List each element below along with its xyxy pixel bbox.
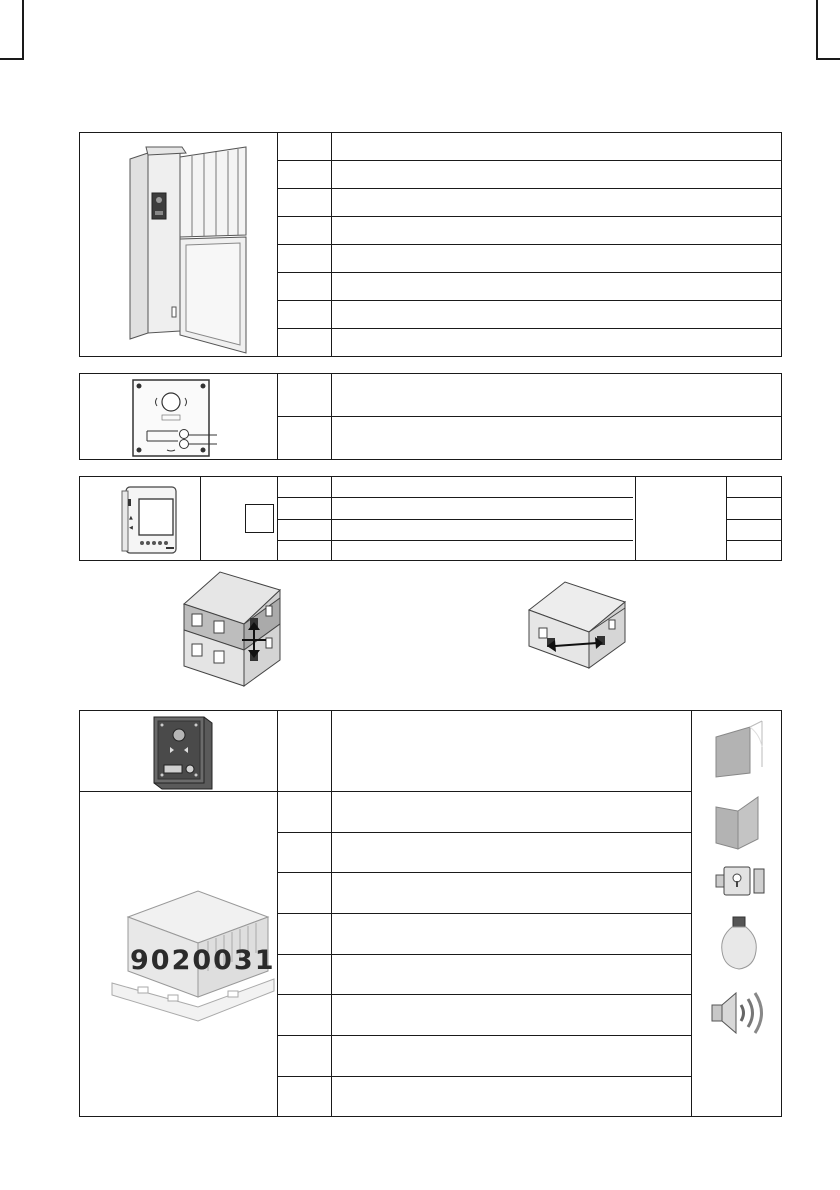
monitor-table (79, 476, 782, 561)
light-bulb-icon (720, 915, 758, 971)
crop-mark-top-right-horizontal (816, 58, 840, 60)
power-supply-code: 9020031 (130, 945, 276, 976)
kit-row-text (332, 711, 690, 791)
monitor-illustration (120, 485, 180, 557)
double-gate-icon (712, 793, 766, 851)
door-panel-illustration (130, 378, 280, 458)
single-gate-icon (712, 719, 766, 777)
monitor-row-text (332, 477, 634, 497)
gate-table (79, 132, 782, 357)
kit-row-code (278, 711, 331, 791)
monitor-code-box (245, 504, 274, 533)
gate-row-text (332, 133, 782, 160)
crop-mark-top-left-vertical (22, 0, 24, 58)
surface-door-station-illustration (150, 713, 220, 791)
gate-row-code (278, 133, 331, 160)
two-storey-house-illustration (180, 568, 290, 688)
panel-row-code (278, 374, 331, 416)
door-panel-table (79, 373, 782, 460)
monitor-row-code (278, 477, 331, 497)
speaker-icon (708, 989, 766, 1037)
electric-lock-icon (714, 863, 766, 899)
monitor-row-value (727, 477, 782, 497)
crop-mark-top-right-vertical (816, 0, 818, 58)
kit-table (79, 710, 782, 1117)
svg-text:◀: ◀ (129, 525, 133, 531)
single-storey-house-illustration (525, 580, 635, 670)
crop-mark-top-left-horizontal (0, 58, 24, 60)
gate-illustration (120, 139, 260, 353)
svg-text:▲: ▲ (129, 515, 133, 521)
panel-row-text (332, 374, 782, 416)
